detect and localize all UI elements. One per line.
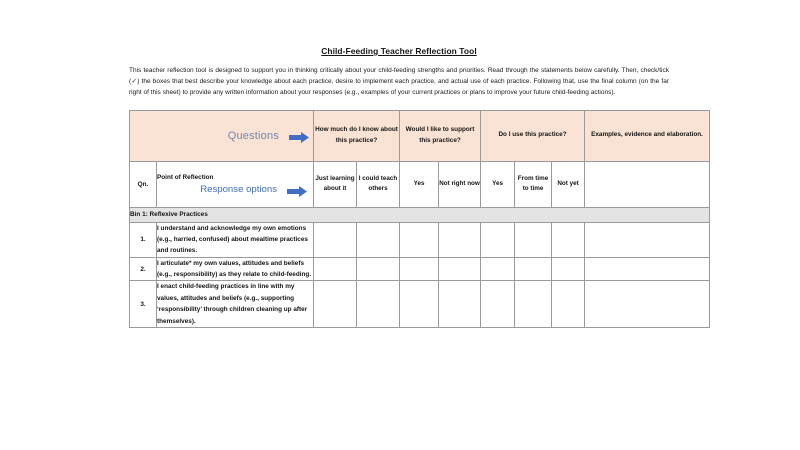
checkbox-cell-use-yes[interactable]	[481, 257, 515, 281]
checkbox-cell-could-teach-others[interactable]	[357, 257, 400, 281]
reflection-table	[129, 110, 710, 329]
option-support-yes: Yes	[400, 161, 439, 207]
checkbox-cell-just-learning[interactable]	[314, 257, 357, 281]
table-header-row	[130, 110, 710, 161]
document-body	[129, 46, 703, 328]
right-arrow-icon	[287, 184, 307, 195]
table-subheader-row	[130, 161, 710, 207]
checkbox-cell-support-yes[interactable]	[400, 281, 439, 328]
checkbox-cell-not-yet[interactable]	[552, 257, 585, 281]
row-number: 1.	[130, 222, 157, 257]
header-questions-cell	[130, 110, 314, 161]
checkbox-cell-could-teach-others[interactable]	[357, 222, 400, 257]
header-group-use: Do I use this practice?	[481, 110, 585, 161]
checkbox-cell-support-yes[interactable]	[400, 257, 439, 281]
checkbox-cell-not-yet[interactable]	[552, 222, 585, 257]
header-group-examples: Examples, evidence and elaboration.	[585, 110, 710, 161]
table-row	[130, 257, 710, 281]
row-statement: I articulate* my own values, attitudes and beliefs (e.g., responsibility) as they relate to child-feeding.	[157, 257, 314, 281]
option-not-yet: Not yet	[552, 161, 585, 207]
checkbox-cell-not-right-now[interactable]	[439, 222, 481, 257]
checkbox-cell-use-yes[interactable]	[481, 281, 515, 328]
checkbox-cell-just-learning[interactable]	[314, 222, 357, 257]
response-options-label: Response options	[200, 183, 278, 195]
checkbox-cell-not-yet[interactable]	[552, 281, 585, 328]
checkbox-cell-just-learning[interactable]	[314, 281, 357, 328]
examples-input-cell[interactable]	[585, 222, 710, 257]
checkbox-cell-from-time-to-time[interactable]	[515, 257, 552, 281]
option-just-learning: Just learning about it	[314, 161, 357, 207]
row-number: 3.	[130, 281, 157, 328]
header-group-knowledge: How much do I know about this practice?	[314, 110, 400, 161]
checkbox-cell-from-time-to-time[interactable]	[515, 222, 552, 257]
checkbox-cell-support-yes[interactable]	[400, 222, 439, 257]
option-not-right-now: Not right now	[439, 161, 481, 207]
point-of-reflection-label: Point of Reflection	[157, 173, 214, 181]
checkbox-cell-could-teach-others[interactable]	[357, 281, 400, 328]
checkbox-cell-not-right-now[interactable]	[439, 257, 481, 281]
bin-section-row	[130, 207, 710, 222]
checkbox-cell-not-right-now[interactable]	[439, 281, 481, 328]
option-could-teach-others: I could teach others	[357, 161, 400, 207]
option-from-time-to-time: From time to time	[515, 161, 552, 207]
examples-input-cell[interactable]	[585, 281, 710, 328]
table-row	[130, 222, 710, 257]
option-use-yes: Yes	[481, 161, 515, 207]
right-arrow-icon	[289, 130, 309, 141]
row-number: 2.	[130, 257, 157, 281]
examples-input-cell[interactable]	[585, 257, 710, 281]
header-group-support: Would I like to support this practice?	[400, 110, 481, 161]
intro-paragraph: This teacher reflection tool is designed to support you in thinking critically about your child-feeding strengths and priorities. Read through the statements below carefully. Then, check/tick (✓) the boxes that best describe your knowledge about each practice, desire to implement each practice, and actual use of each practice. Following that, use the final column (on the far right of this sheet) to provide any written information about your responses (e.g., examples of your current practices or plans to improve your future child-feeding actions).	[129, 67, 669, 97]
questions-label: Questions	[227, 129, 280, 142]
row-statement: I enact child-feeding practices in line with my values, attitudes and beliefs (e.g., supporting ‘responsibility’ through children cleaning up after themselves).	[157, 281, 314, 328]
checkbox-cell-from-time-to-time[interactable]	[515, 281, 552, 328]
bin-label: Bin 1: Reflexive Practices	[130, 207, 710, 222]
subheader-point-of-reflection-cell	[157, 161, 314, 207]
table-row	[130, 281, 710, 328]
page-title: Child-Feeding Teacher Reflection Tool	[321, 46, 477, 56]
subheader-qn: Qn.	[130, 161, 157, 207]
row-statement: I understand and acknowledge my own emotions (e.g., harried, confused) about mealtime practices and routines.	[157, 222, 314, 257]
checkbox-cell-use-yes[interactable]	[481, 222, 515, 257]
subheader-examples-blank	[585, 161, 710, 207]
